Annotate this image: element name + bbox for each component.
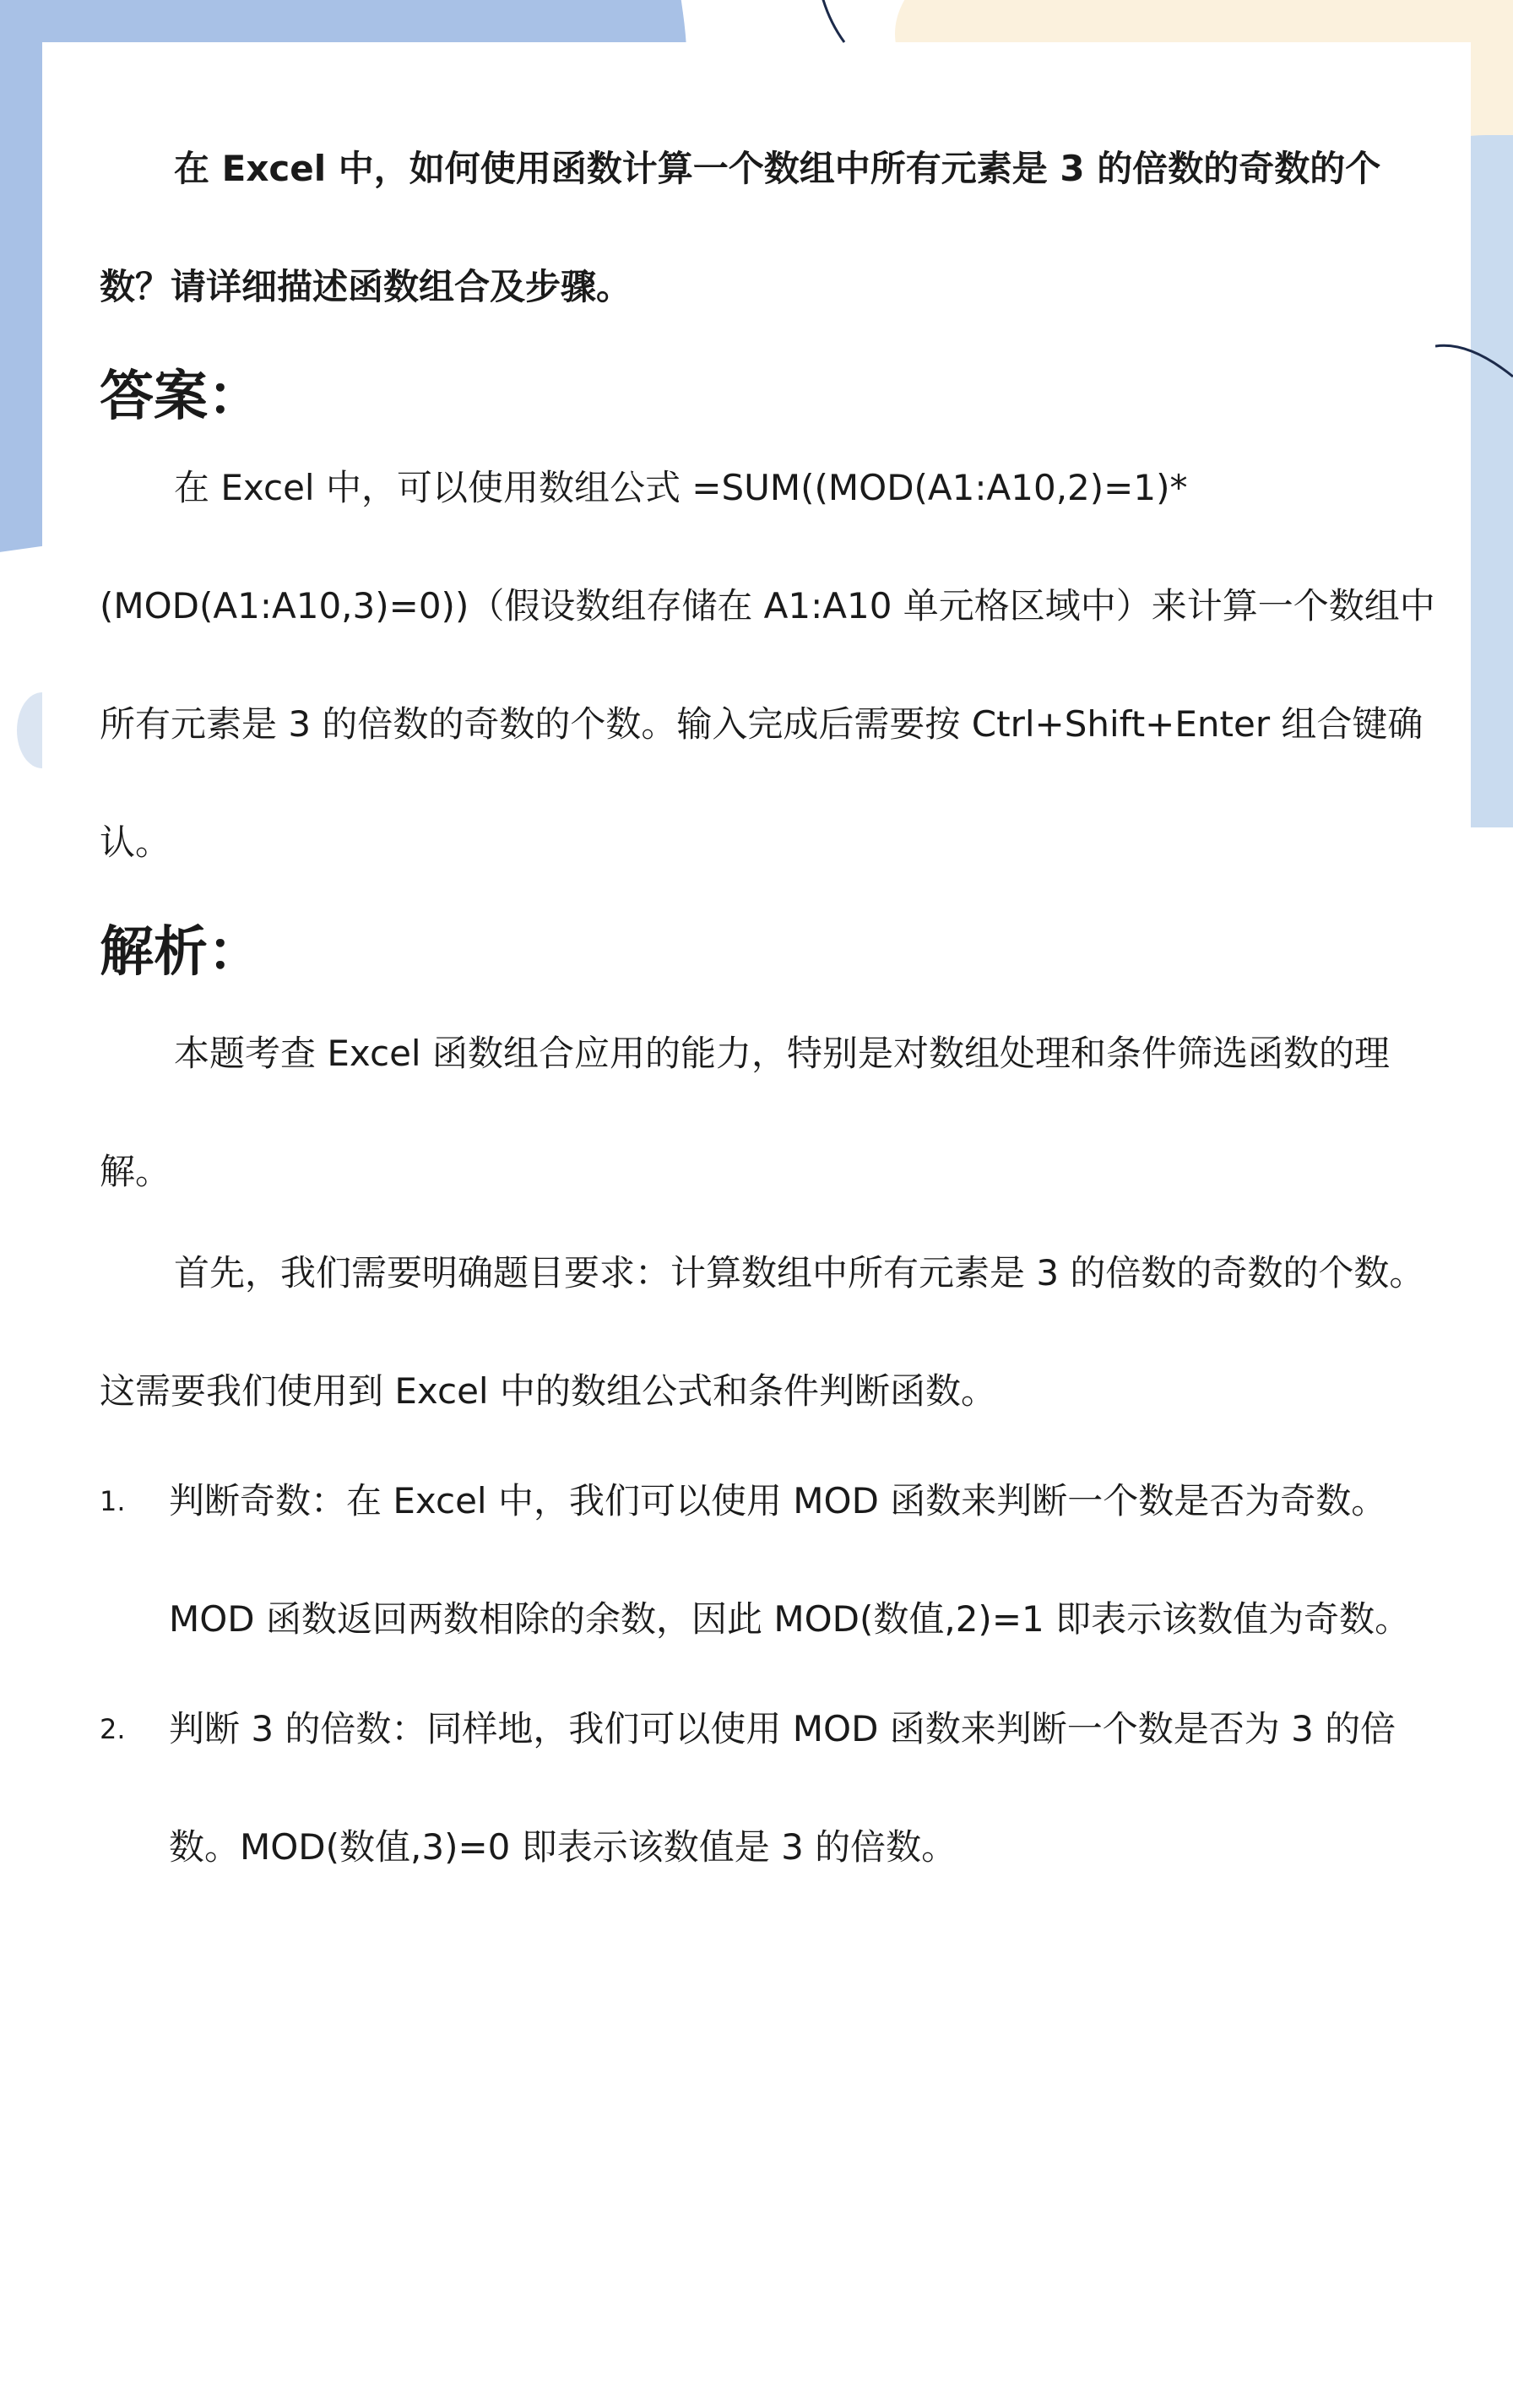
document-content [100, 148, 1451, 1906]
list-item [100, 1442, 1451, 1679]
document-card [42, 42, 1471, 2408]
step-number: 2. [100, 1713, 126, 1745]
question-text: 在 Excel 中，如何使用函数计算一个数组中所有元素是 3 的倍数的奇数的个数？请详细描述函数组合及步骤。 [100, 148, 1381, 307]
analysis-paragraph-2: 首先，我们需要明确题目要求：计算数组中所有元素是 3 的倍数的奇数的个数。这需要我们使用到 Excel 中的数组公式和条件判断函数。 [100, 1252, 1425, 1412]
step-text: 判断奇数：在 Excel 中，我们可以使用 MOD 函数来判断一个数是否为奇数。MOD 函数返回两数相除的余数，因此 MOD(数值,2)=1 即表示该数值为奇数。 [169, 1480, 1411, 1640]
analysis-paragraph-1: 本题考查 Excel 函数组合应用的能力，特别是对数组处理和条件筛选函数的理解。 [100, 1033, 1390, 1192]
list-item [100, 1670, 1451, 1906]
analysis-steps-list [100, 1442, 1451, 1906]
step-number: 1. [100, 1485, 126, 1517]
answer-text: 在 Excel 中，可以使用数组公式 =SUM((MOD(A1:A10,2)=1)*(MOD(A1:A10,3)=0))（假设数组存储在 A1:A10 单元格区域中）来计算一个数组中所有元素是 3 的倍数的奇数的个数。输入完成后需要按 Ctrl+Shift+Enter 组合键确认。 [100, 467, 1435, 863]
analysis-heading: 解析： [100, 921, 262, 984]
step-text: 判断 3 的倍数：同样地，我们可以使用 MOD 函数来判断一个数是否为 3 的倍数。MOD(数值,3)=0 即表示该数值是 3 的倍数。 [169, 1708, 1396, 1868]
answer-heading: 答案： [100, 366, 262, 428]
decorative-arc-right [1435, 321, 1513, 388]
decorative-arc-top [785, 0, 937, 51]
